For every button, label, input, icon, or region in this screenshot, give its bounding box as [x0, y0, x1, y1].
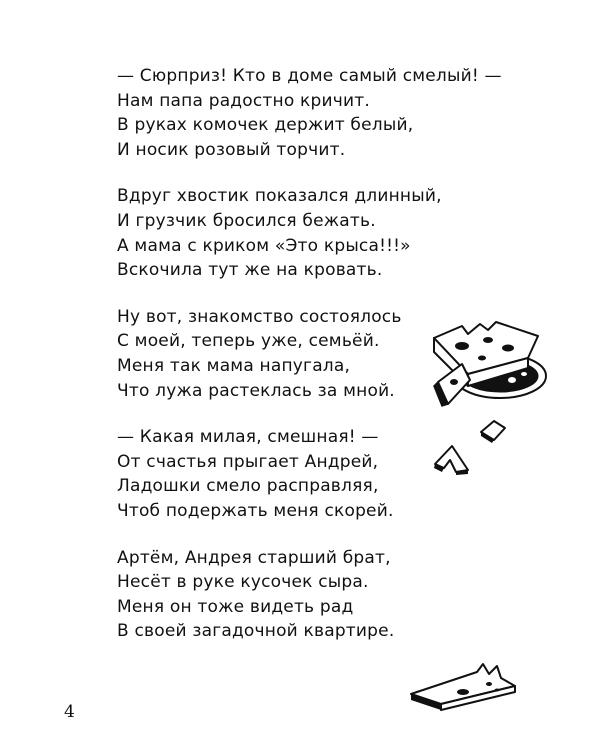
poem-line: Ну вот, знакомство состоялось — [117, 306, 402, 327]
plate-hole — [508, 377, 516, 383]
cheese-hole — [457, 689, 469, 695]
stanza — [117, 64, 537, 162]
poem-line: Несёт в руке кусочек сыра. — [117, 572, 369, 593]
poem-line: От счастья прыгает Андрей, — [117, 451, 379, 472]
poem-line: Вдруг хвостик показался длинный, — [117, 186, 442, 207]
cheese-plate-illustration — [428, 318, 548, 410]
plate-hole — [521, 372, 527, 376]
poem-line: Меня он тоже видеть рад — [117, 596, 354, 617]
poem-line: Ладошки смело расправляя, — [117, 476, 379, 497]
poem-line: И носик розовый торчит. — [117, 139, 346, 160]
cheese-hole — [478, 356, 486, 361]
stanza — [117, 425, 537, 523]
cheese-hole — [455, 342, 469, 350]
stanza — [117, 546, 537, 644]
poem-line: Что лужа растеклась за мной. — [117, 380, 395, 401]
page-number: 4 — [64, 702, 75, 722]
poem-line: — Какая милая, смешная! — — [117, 427, 379, 448]
cheese-hole — [450, 379, 458, 385]
cheese-hole — [502, 345, 514, 352]
poem-line: И грузчик бросился бежать. — [117, 210, 376, 231]
poem-line: В руках комочек держит белый, — [117, 115, 414, 136]
poem-line: Артём, Андрея старший брат, — [117, 547, 391, 568]
cheese-bottom-illustration — [405, 660, 525, 712]
poem-line: С моей, теперь уже, семьёй. — [117, 331, 380, 352]
cheese-hole — [486, 682, 492, 686]
cheese-hole — [483, 337, 493, 343]
poem-line: — Сюрприз! Кто в доме самый смелый! — — [117, 66, 502, 86]
stanza — [117, 184, 537, 282]
poem-line: В своей загадочной квартире. — [117, 621, 395, 642]
poem-line: А мама с криком «Это крыса!!!» — [117, 235, 411, 256]
poem-line: Нам папа радостно кричит. — [117, 90, 370, 111]
poem-line: Вскочила тут же на кровать. — [117, 260, 383, 281]
cheese-crumb-illustration — [432, 442, 472, 476]
poem-line: Чтоб подержать меня скорей. — [117, 500, 394, 521]
cheese-hole — [495, 689, 500, 692]
poem-line: Меня так мама напугала, — [117, 355, 351, 376]
cheese-crumb-illustration — [478, 418, 508, 444]
